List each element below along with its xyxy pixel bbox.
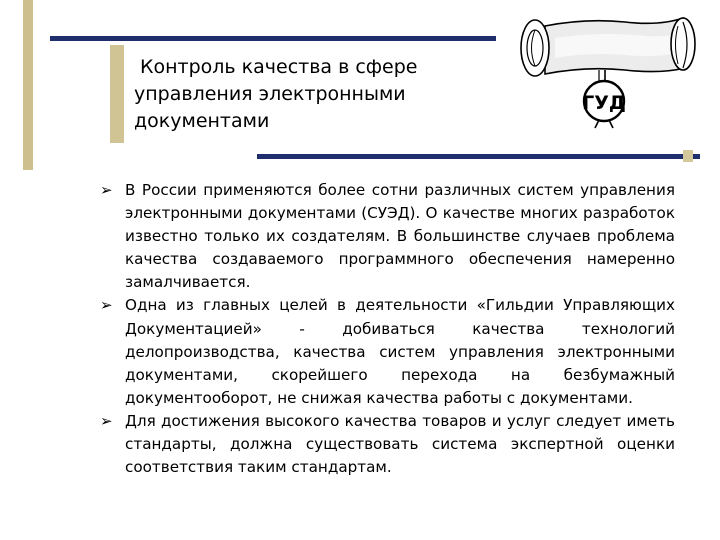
- scroll-logo-icon: [515, 8, 700, 138]
- arrow-bullet-icon: ➢: [100, 181, 113, 199]
- bullet-list: [100, 179, 675, 479]
- list-item: [100, 179, 675, 294]
- bullet-text: Одна из главных целей в деятельности «Гильдии Управляющих Документацией» - добиваться качества технологий делопроизводства, качества систем управления электронными документами, скорейшего перехода на безбумажный документооборот, не снижая качества работы с документами.: [125, 296, 675, 407]
- title-line-2: управления электронными: [134, 83, 406, 105]
- bullet-text: Для достижения высокого качества товаров и услуг следует иметь стандарты, должна существовать система экспертной оценки соответствия таким стандартам.: [125, 411, 675, 477]
- svg-text:ГУД: ГУД: [582, 92, 626, 114]
- title-line-1: Контроль качества в сфере: [140, 56, 418, 78]
- arrow-bullet-icon: ➢: [100, 296, 113, 315]
- bullet-text: В России применяются более сотни различных систем управления электронными документами (СУЭД). О качестве многих разработок известно только их создателям. В большинстве случаев проблема качества создаваемого программного обеспечения намеренно замалчивается.: [125, 181, 675, 292]
- slide-title: [134, 54, 464, 135]
- title-line-3: документами: [134, 110, 270, 132]
- arrow-bullet-icon: ➢: [100, 411, 113, 430]
- decorative-navy-bar-top: [50, 36, 496, 41]
- list-item: [100, 410, 675, 479]
- decorative-khaki-bar-right: [683, 150, 693, 162]
- decorative-navy-bar-bottom: [257, 154, 700, 159]
- decorative-khaki-bar-title: [110, 45, 124, 143]
- list-item: [100, 294, 675, 409]
- decorative-khaki-bar-left: [23, 0, 33, 170]
